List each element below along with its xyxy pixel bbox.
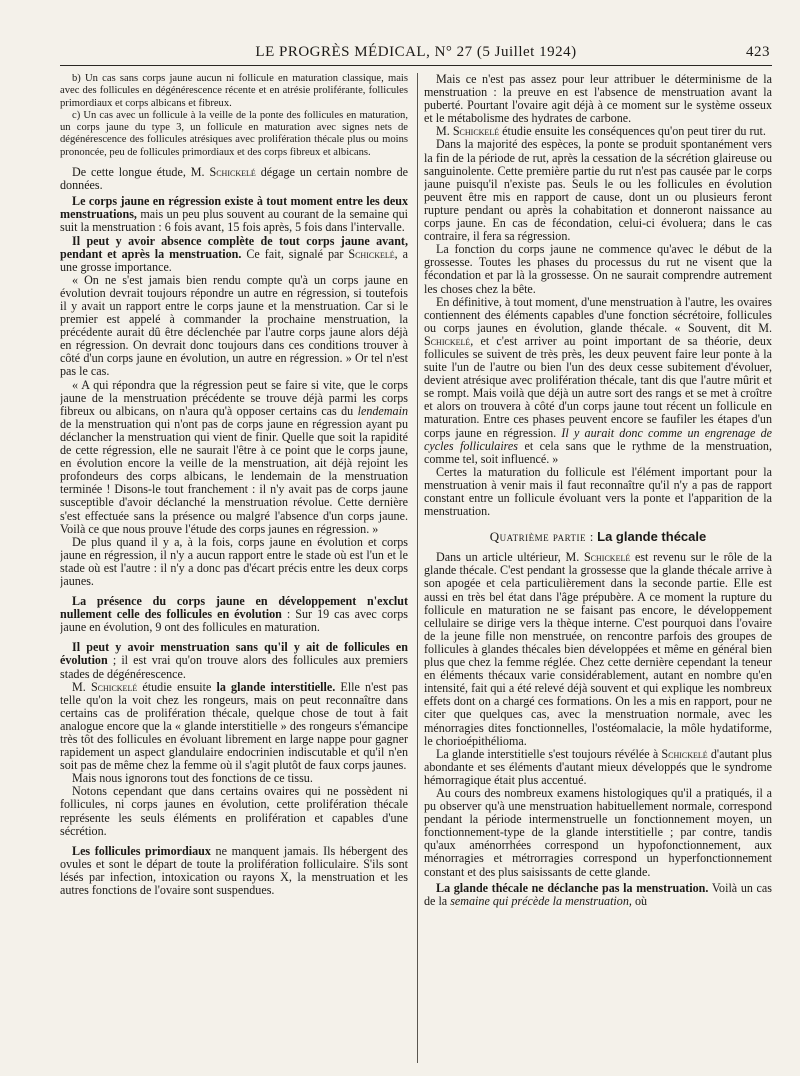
author-name: Schickelé xyxy=(583,550,631,565)
paragraph-presence-corps-jaune: La présence du corps jaune en développement n'exclut nullement celle des follicules en évolution : Sur 19 cas avec corps jaune en évolution, 9 ont des follicules en maturation. xyxy=(60,594,408,635)
paragraph-quote-1: « On ne s'est jamais bien rendu compte qu'à un corps jaune en évolution devrait toujours répondre un autre en régression, si toutefois il y avait un rapport entre le corps jaune et la menstruation. Car si le premier est appelé à commander la prochaine menstruation, la précédente aurait dû être déclenchée par l'autre corps jaune alors déjà en régression. On devrait donc toujours dans ces conditions trouver à côté d'un corps jaune en évolution, un autre en régression. » Or tel n'est pas le cas. xyxy=(60,272,408,379)
paragraph-determinisme: Mais ce n'est pas assez pour leur attribuer le déterminisme de la menstruation : la preuve en est l'absence de menstruation avant la puberté. Pourtant l'ovaire agit déjà à ce moment sur le système osseux et le métabolisme des hydrates de carbone. xyxy=(424,73,772,126)
running-head xyxy=(60,44,772,66)
paragraph-rut-intro: M. Schickelé étudie ensuite les conséquences qu'on peut tirer du rut. xyxy=(436,124,766,139)
author-name: Schickelé xyxy=(452,124,500,139)
journal-title: LE PROGRÈS MÉDICAL, N° 27 (5 Juillet 1924) xyxy=(255,44,577,60)
right-column xyxy=(424,73,772,1063)
case-b-paragraph: b) Un cas sans corps jaune aucun ni follicule en maturation classique, mais avec des follicules en dégénérescence récente et en atrésie proliférante, follicules primordiaux et corps albicans et fibreux. xyxy=(60,73,408,109)
paragraph-examens: Au cours des nombreux examens histologiques qu'il a pratiqués, il a pu observer qu'à une menstruation habituellement normale, correspond pendant la période intermenstruelle un fonctionnement moyen, un fonctionnement-type de la glande interstitielle ; par contre, tandis qu'aux aménorrhées correspond un hypofonctionnement, aux ménorragies et métrorragies correspond un hyperfonctionnement constant et des plus saisissants de cette glande. xyxy=(424,785,772,879)
author-name: Schickelé xyxy=(90,679,138,694)
author-name: Schickelé xyxy=(348,246,395,261)
paragraph-follicules-primordiaux: Les follicules primordiaux ne manquent jamais. Ils hébergent des ovules et sont le départ de toute la prolifération folliculaire. S'ils sont lésés par infection, intoxication ou rayons X, la menstruation et les autres fonctions de l'ovaire sont suspendues. xyxy=(60,843,408,898)
author-name: Schickelé xyxy=(209,165,256,180)
author-name: Schickelé xyxy=(661,746,708,761)
paragraph-en-definitive: En définitive, à tout moment, d'une menstruation à l'autre, les ovaires contiennent des éléments capables d'une fonction sécrétoire, follicules ou corps jaunes en évolution, glande thécale. « Souvent, dit M. Schickelé, et c'est arriver au point important de sa théorie, deux follicules se suivent de très près, les deux peuvent faire leur ponte à la suite l'un de l'autre ou bien l'un des deux cesse subitement d'évoluer, devient atrésique avec prolifération thécale, tant dis que l'autre mûrit et se rompt. Mais voilà que déjà un autre sort des rangs et se met à croître et alors on trouvera à côté d'un corps jaune tout récent un follicule en maturation. Entre ces phases peuvent encore se faufiler les étapes d'un corps jaune en régression. Il y aurait donc comme un engrenage de cycles folliculaires et cela sans que le rythme de la menstruation, comme tel, soit influencé. » xyxy=(424,294,772,466)
section-label: Quatrième partie : xyxy=(489,529,594,545)
paragraph-ignorons: Mais nous ignorons tout des fonctions de ce tissu. xyxy=(72,771,313,786)
section-heading xyxy=(424,530,772,543)
left-column xyxy=(60,73,408,1063)
paragraph-corps-jaune-regression: Le corps jaune en régression existe à tout moment entre les deux menstruations, mais un peu plus souvent au courant de la semaine qui suit la menstruation : 6 fois avant, 15 fois après, 5 fois dans l'intervalle. xyxy=(60,194,408,235)
paragraph-especes: Dans la majorité des espèces, la ponte se produit spontanément vers la fin de la période de rut, après la cessation de la sécrétion glaireuse ou sanguinolente. Cette première partie du rut n'est pas causée par le corps jaune puisqu'il n'existe pas. Seuls le ou les follicules en évolution peuvent être mis en rapport de cause, dont un ou plusieurs feront rupture pendant ou après la cohabitation et donneront naissance au corps jaune. En cas de fécondation, celui-ci évoluera; dans le cas contraire, il fera sa régression. xyxy=(424,137,772,244)
section-title: La glande thécale xyxy=(597,529,707,545)
paragraph-absence-corps-jaune: Il peut y avoir absence complète de tout corps jaune avant, pendant et après la menstruation. Ce fait, signalé par Schickelé, a une grosse importance. xyxy=(60,233,408,274)
paragraph-interstitielle-hemorragique: La glande interstitielle s'est toujours révélée à Schickelé d'autant plus abondante et ses éléments d'autant mieux développés que le syndrome hémorragique était plus accentué. xyxy=(424,746,772,787)
paragraph-ne-declanche-pas: La glande thécale ne déclanche pas la menstruation. Voilà un cas de la semaine qui précède la menstruation, où xyxy=(424,880,772,908)
case-c-paragraph: c) Un cas avec un follicule à la veille de la ponte des follicules en maturation, un corps jaune du type 3, un follicule en maturation avec signes nets de dégénérescence des follicules atrésiques avec prolifération thécale plus ou moins prononcée, peu de follicules primordiaux et des corps fibreux et albicans. xyxy=(60,109,408,158)
paragraph-de-plus: De plus quand il y a, à la fois, corps jaune en évolution et corps jaune en régression, il n'y a aucun rapport entre le stade où est l'un et le stade où est l'autre : il n'y a donc pas d'écart précis entre les deux corps jaunes. xyxy=(60,534,408,588)
text-columns xyxy=(60,73,772,1063)
paragraph-conclusions-intro: De cette longue étude, M. Schickelé dégage un certain nombre de données. xyxy=(60,165,408,193)
paragraph-glande-thecale: Dans un article ultérieur, M. Schickelé est revenu sur le rôle de la glande thécale. C'est pendant la grossesse que la glande thécale arrive à son apogée et cela particulièrement dans la seconde partie. Elle est aussi en très bel état dans l'âge prépubère. A ce moment la rupture du follicule en maturation ne se faisant pas encore, le développement cellulaire se dirige vers la thèque interne. C'est pourquoi dans l'ovaire de la jeune fille non menstruée, on rencontre parfois des groupes de follicules à glandes thécales bien développées et même en général bien plus que chez la femme réglée. Chez cette dernière cependant la teneur en éléments thécaux varie considérablement, autant en nombre qu'en intensité, fait qui a été relevé déjà souvent et qui explique les nombreux effets dont on a chargé ces formations. On les a mis en rapport, pour ne citer que quelques cas, avec la menstruation normale, avec les ménorragies dites fonctionnelles, l'ostéomalacie, la môle hydatiforme, le chorioépithélioma. xyxy=(424,550,772,748)
paragraph-certes: Certes la maturation du follicule est l'élément important pour la menstruation à venir mais il faut reconnaître qu'il n'y a pas de rapport constant entre un follicule évoluant vers la ponte et l'apparition de la menstruation. xyxy=(424,464,772,519)
paragraph-quote-2: « A qui répondra que la régression peut se faire si vite, que le corps jaune de la menstruation précédente se trouve déjà parmi les corps fibreux ou albicans, on n'aura qu'à opposer certains cas du lendemain de la menstruation qui n'ont pas de corps jaune en régression ayant pu déclancher la menstruation qui vient de finir. Quelle que soit la rapidité de cette régression, elle ne saurait l'être à ce point que le corps jaune, en évolution encore la veille de la menstruation, ait déjà rejoint les profondeurs des corps albicans, le lendemain de la menstruation terminée ! Disons-le tout franchement : il n'y avait pas de corps jaune susceptible d'avoir déclanché la menstruation révolue. Cette dernière s'est effectuée sans la présence ou malgré l'absence d'un corps jaune. Voilà ce que nous prouve l'étude des corps jaunes en régression. » xyxy=(60,377,408,536)
author-name: Schickelé xyxy=(424,333,471,348)
paragraph-glande-interstitielle: M. Schickelé étudie ensuite la glande interstitielle. Elle n'est pas telle qu'on la voit chez les rongeurs, mais on peut reconnaître dans certains cas de prolifération thécale, quelque chose de tout à fait analogue encore que la « glande interstitielle » des rongeurs s'émancipe très tôt des follicules en évoluant librement en large nappe pour gagner rapidement un aspect glandulaire endocrinien indiscutable et qu'il n'en soit pas de même chez la femme où il s'agit plutôt de faux corps jaunes. xyxy=(60,679,408,773)
paragraph-notons: Notons cependant que dans certains ovaires qui ne possèdent ni follicules, ni corps jaunes en évolution, cette prolifération thécale représente les seuls éléments en prolifération et capables d'une sécrétion. xyxy=(60,784,408,838)
paragraph-menstruation-sans-follicules: Il peut y avoir menstruation sans qu'il y ait de follicules en évolution ; il est vrai qu'on trouve alors des follicules aux premiers stades de dégénérescence. xyxy=(60,640,408,681)
page-number: 423 xyxy=(746,44,770,60)
column-divider xyxy=(417,73,418,1063)
paragraph-fonction-corps-jaune: La fonction du corps jaune ne commence qu'avec le début de la grossesse. Toutes les phases du processus du rut ne visent que la fécondation et par là la grossesse. On ne saurait comprendre autrement les choses chez la bête. xyxy=(424,242,772,296)
